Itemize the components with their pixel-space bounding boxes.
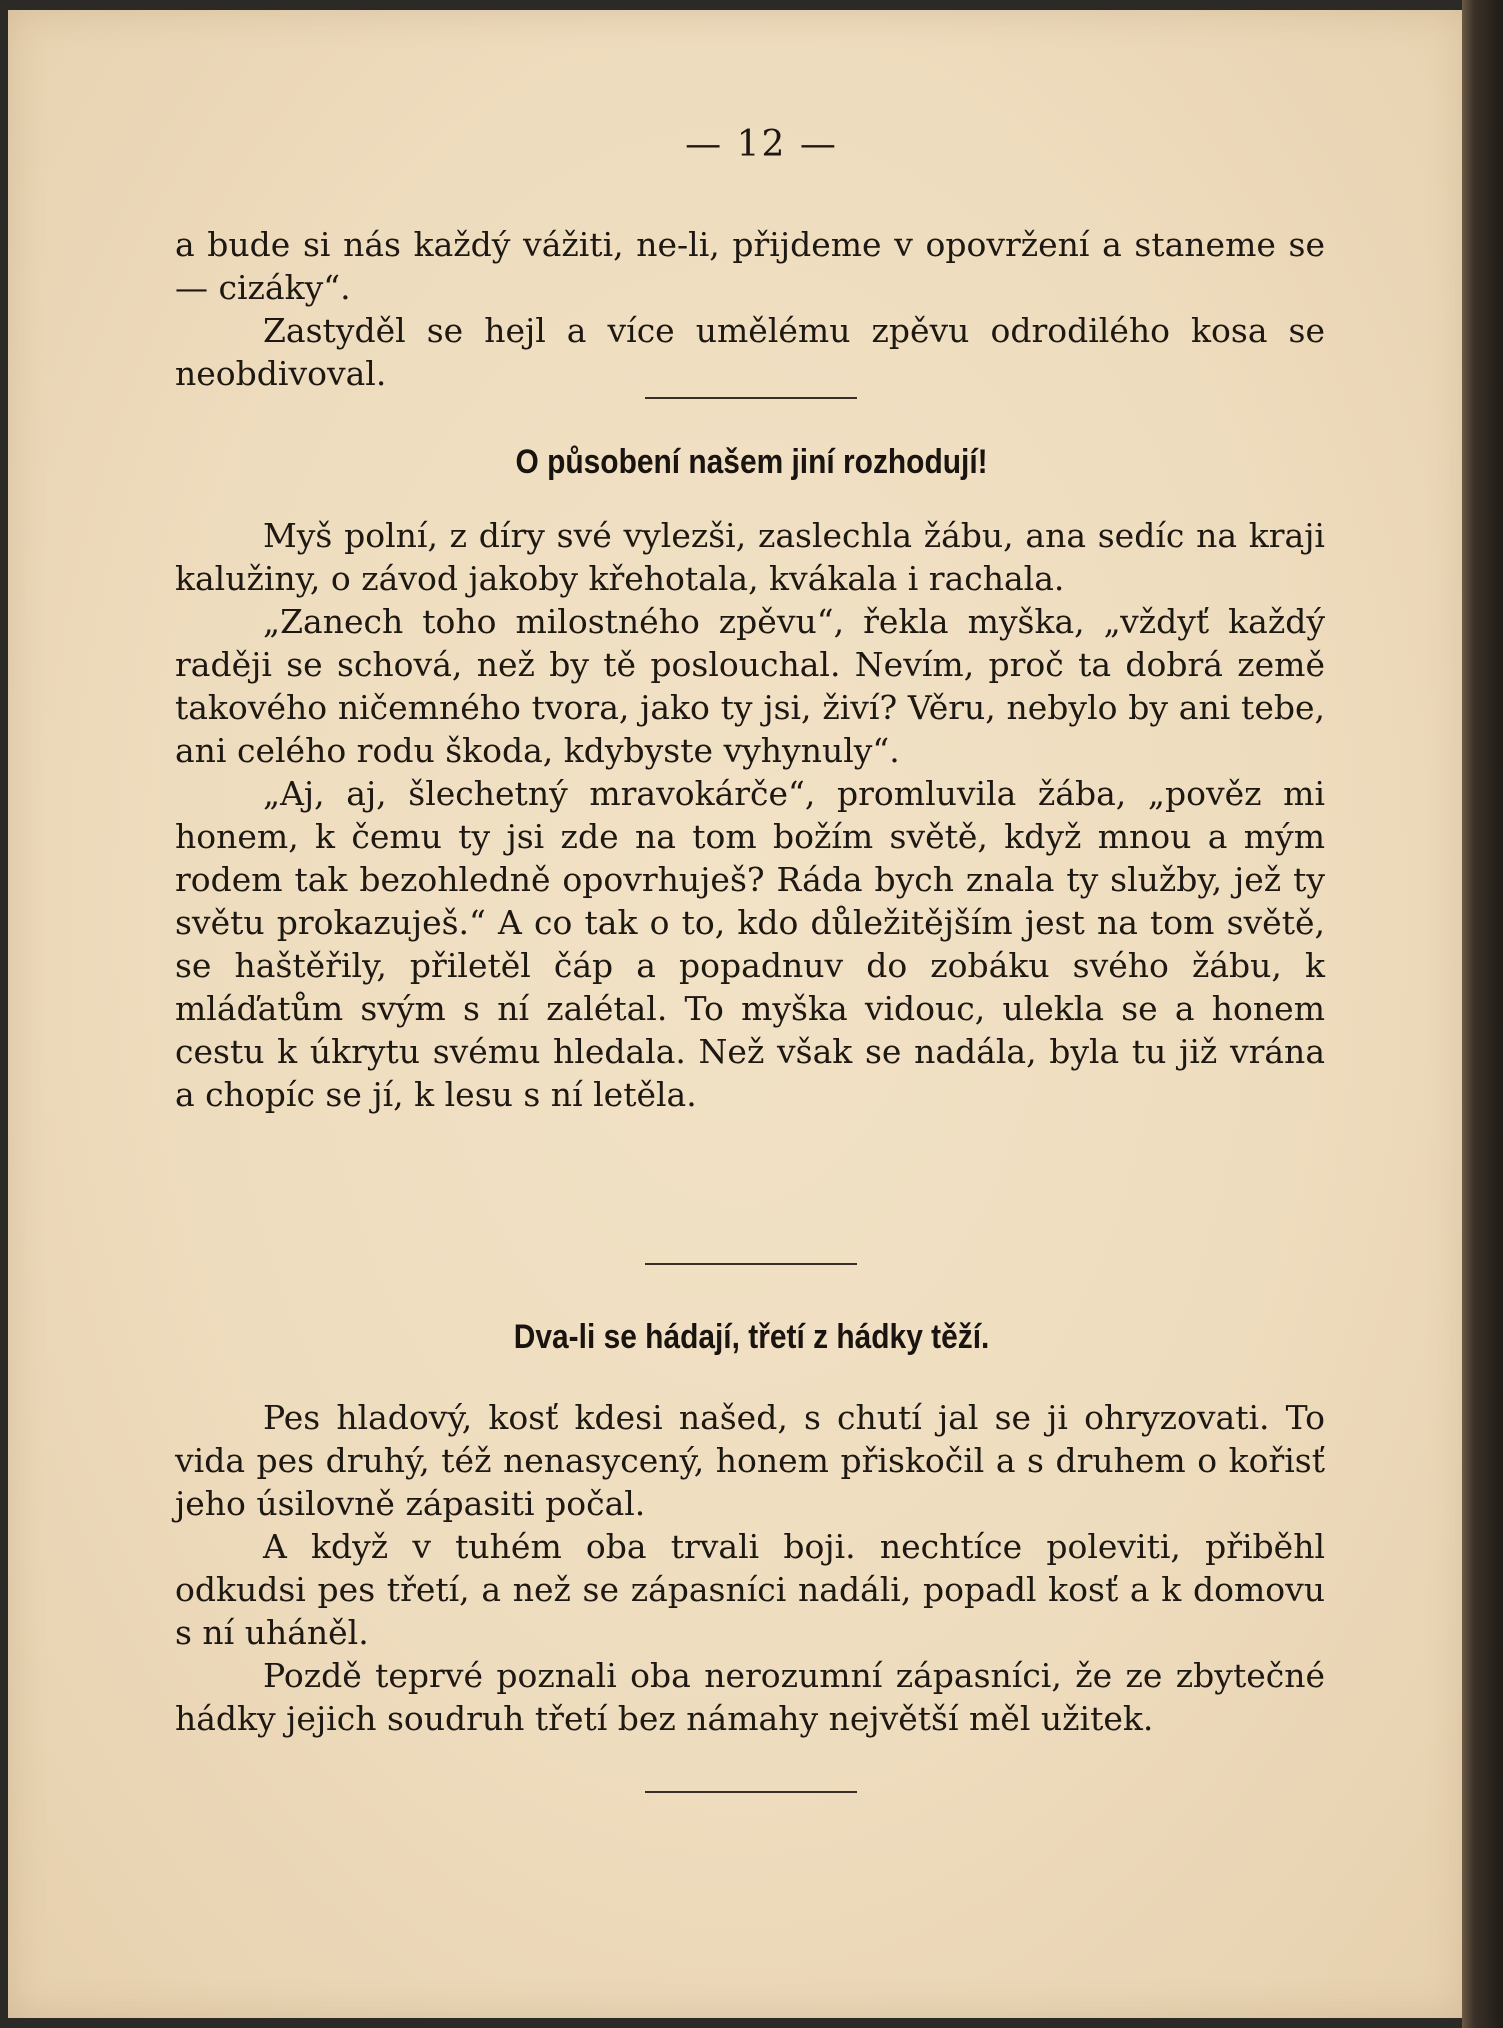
paragraph: „Aj, aj, šlechetný mravokárče“, promluvila žába, „pověz mi honem, k čemu ty jsi zde na tom božím světě, když mnou a mým rodem tak bezohledně opovrhuješ? Ráda bych znala ty služby, jež ty světu prokazuješ.“ A co tak o to, kdo důležitějším jest na tom světě, se haštěřily, přiletěl čáp a popadnuv do zobáku svého žábu, k mláďatům svým s ní zalétal. To myška vidouc, ulekla se a honem cestu k úkrytu svému hledala. Než však se nadála, byla tu již vrána a chopíc se jí, k lesu s ní letěla.	[175, 774, 1325, 1114]
section-divider	[645, 1791, 857, 1793]
paragraph-continuation: a bude si nás každý vážiti, ne-li, přijdeme v opovržení a staneme se — cizáky“.	[175, 225, 1325, 307]
section-divider	[645, 397, 857, 399]
section-title: Dva-li se hádají, třetí z hádky těží.	[513, 1318, 990, 1356]
section-continuation	[175, 223, 1325, 395]
paragraph: Pes hladový, kosť kdesi našed, s chutí jal se ji ohryzovati. To vida pes druhý, též nenasycený, honem přiskočil a s druhem o kořisť jeho úsilovně zápasiti počal.	[175, 1398, 1325, 1523]
section-divider	[645, 1263, 857, 1265]
paragraph: Myš polní, z díry své vylezši, zaslechla žábu, ana sedíc na kraji kalužiny, o závod jakoby křehotala, kvákala i rachala.	[175, 516, 1325, 598]
paragraph: Zastyděl se hejl a více umělému zpěvu odrodilého kosa se neobdivoval.	[175, 311, 1325, 393]
paragraph: Pozdě teprvé poznali oba nerozumní zápasníci, že ze zbytečné hádky jejich soudruh třetí bez námahy největší měl užitek.	[175, 1656, 1325, 1738]
paragraph: „Zanech toho milostného zpěvu“, řekla myška, „vždyť každý raději se schová, než by tě poslouchal. Nevím, proč ta dobrá země takového ničemného tvora, jako ty jsi, živí? Věru, nebylo by ani tebe, ani celého rodu škoda, kdybyste vyhynuly“.	[175, 602, 1325, 770]
section-title: O působení našem jiní rozhodují!	[515, 443, 988, 481]
section-body	[175, 514, 1325, 1116]
page-number: — 12 —	[685, 124, 838, 165]
book-gutter	[1462, 0, 1503, 2028]
paragraph: A když v tuhém oba trvali boji. nechtíce poleviti, přiběhl odkudsi pes třetí, a než se zápasníci nadáli, popadl kosť a k domovu s ní uháněl.	[175, 1527, 1325, 1652]
section-body	[175, 1396, 1325, 1740]
